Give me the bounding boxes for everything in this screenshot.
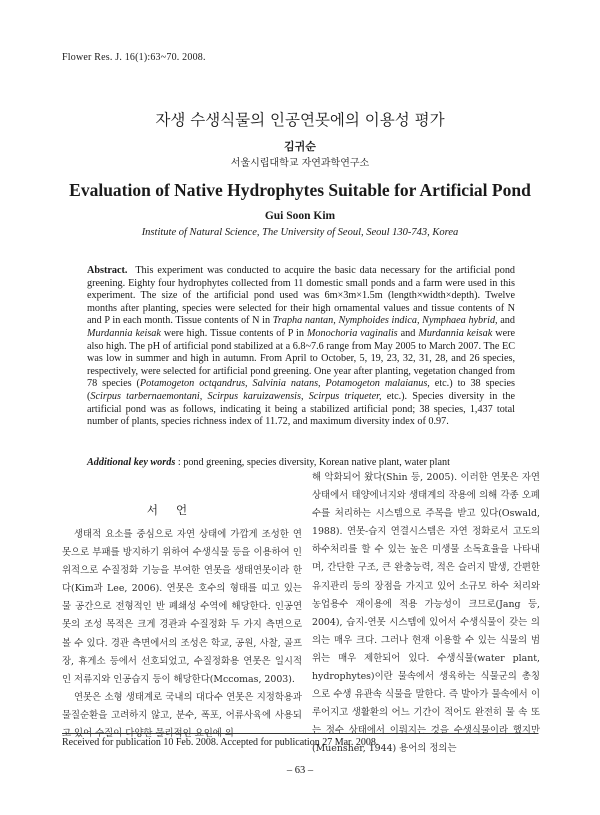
species-name: Murdannia keisak: [87, 327, 161, 339]
species-name: Monochoria vaginalis: [306, 327, 398, 339]
keywords-label: Additional key words: [87, 457, 176, 468]
section-heading-introduction: 서언: [146, 503, 206, 517]
body-column-right: [312, 469, 540, 759]
abstract-text: were high. Tissue contents of P in: [160, 327, 307, 339]
keywords-text: : pond greening, species diversity, Korean native plant, water plant: [175, 457, 450, 468]
abstract-text: This experiment was conducted to acquire the basic data necessary for the artificial pond greening. Eighty four hydrophytes collected from 11 domestic small ponds and a farm were used in this experiment. The size of the artificial pond used was 6m×3m×1.5m (length×width×depth). Twelve months after planting, species were selected for their high ornamental values and tissue contents of N and P in each month. Tissue contents of N in: [87, 265, 516, 327]
affiliation-korean: 서울시립대학교 자연과학연구소: [230, 158, 370, 169]
body-paragraph: 연못은 소형 생태계로 국내의 대다수 연못은 지정학용과 물질순환을 고려하지 않고, 분수, 폭포, 어류사육에 사용되고 있어 수질이 다양한 물리적인 요인에 의: [62, 691, 302, 740]
abstract-text: etc.). Species diversity in the artificial pond was as follows, indicating it being a stabilized artificial pond; 38 species, 1,437 total number of plants, species richness index of 11.72, and maximum diversity index of 0.97.: [87, 390, 515, 428]
body-paragraph: 생태적 요소를 중심으로 자연 상태에 가깝게 조성한 연못으로 부패를 방지하기 위하여 수생식물 등을 이용하여 인위적으로 수질정화 기능을 부여한 연못을 생태연못이라 한다(Kim과 Lee, 2006). 연못은 호수의 형태를 띠고 있는 물 공간으로 전형적인 반 폐쇄성 수역에 해당한다. 인공연못의 조성 목적은 크게 경관과 수질정화 두 가지 측면으로 볼 수 있다. 경관 측면에서의 조성은 학교, 공원, 사찰, 골프장, 휴게소 등에서 선호되었고, 수질정화용 연못은 일시적인 저류지와 인공습지 등이 해당한다(Mccomas, 2003).: [62, 529, 302, 685]
abstract-text: were also high. The pH of artificial pond stabilized at a 6.8~7.6 range from May 2005 to March 2007. The EC was low in summer and high in autumn. From April to October, 5, 19, 23, 32, 31, 28, and 26 species, respectively, were selected for artificial pond greening. One year after planting, vegetation changed from 78 species (: [87, 327, 516, 390]
page-number: – 63 –: [286, 765, 314, 776]
title-korean: 자생 수생식물의 인공연못에의 이용성 평가: [155, 111, 445, 129]
abstract-text: and: [397, 327, 419, 339]
species-name: Potamogeton octqandrus, Salvinia natans, Potamogeton malaianus,: [139, 378, 430, 390]
species-name: Scirpus tarbernaemontani, Scirpus karuizawensis, Scirpus triqueter,: [90, 390, 382, 402]
species-name: Trapha nantan, Nymphoides indica, Nymphaea hybrid,: [272, 315, 498, 327]
keywords: [87, 457, 515, 468]
author-english: Gui Soon Kim: [264, 210, 336, 222]
journal-reference: Flower Res. J. 16(1):63~70. 2008.: [62, 52, 206, 63]
received-note: Received for publication 10 Feb. 2008. Accepted for publication 27 Mar. 2008.: [62, 737, 379, 748]
abstract: [87, 265, 515, 429]
affiliation-english: Institute of Natural Science, The University of Seoul, Seoul 130-743, Korea: [141, 227, 459, 238]
species-name: Murdannia keisak: [418, 327, 493, 339]
body-paragraph: 해 악화되어 왔다(Shin 등, 2005). 이러한 연못은 자연 상태에서 태양에너지와 생태계의 작용에 의해 각종 오폐수를 처리하는 시스템으로 주목을 받고 있다(Oswald, 1988). 연못-습지 연결시스템은 자연 정화로서 고도의 하수처리를 할 수 있는 높은 미생물 소독효율을 나타내며, 간단한 구조, 큰 완충능력, 적은 슬러지 발생, 간편한 유지관리 등의 장점을 가지고 있어 소규모 하수 처리와 농업용수 재이용에 적용 가능성이 크므로(Jang 등, 2004), 습지-연못 시스템에 있어서 수생식물이 갖는 의의는 매우 크다. 그러나 현재 이용할 수 있는 식물의 범위는 매우 제한되어 있다. 수생식물(water plant, hydrophytes)이란 물속에서 생육하는 식물군의 총칭으로 수생 유관속 식물을 말한다. 즉 발아가 물속에서 이루어지고 생활환의 어느 기간이 적어도 완전히 물 속 또는 정수 상태에서 이뤄지는 것을 수생식물이라 했지만(Muensher, 1944) 용어의 정의는: [312, 472, 540, 755]
abstract-label: Abstract.: [87, 265, 128, 276]
author-korean: 김귀순: [284, 140, 316, 153]
footnote-divider: [62, 733, 538, 734]
body-column-left: [62, 526, 302, 743]
abstract-text: and: [497, 315, 515, 327]
title-english: Evaluation of Native Hydrophytes Suitable for Artificial Pond: [69, 180, 531, 200]
abstract-text: etc.) to 38 species (: [87, 378, 516, 402]
